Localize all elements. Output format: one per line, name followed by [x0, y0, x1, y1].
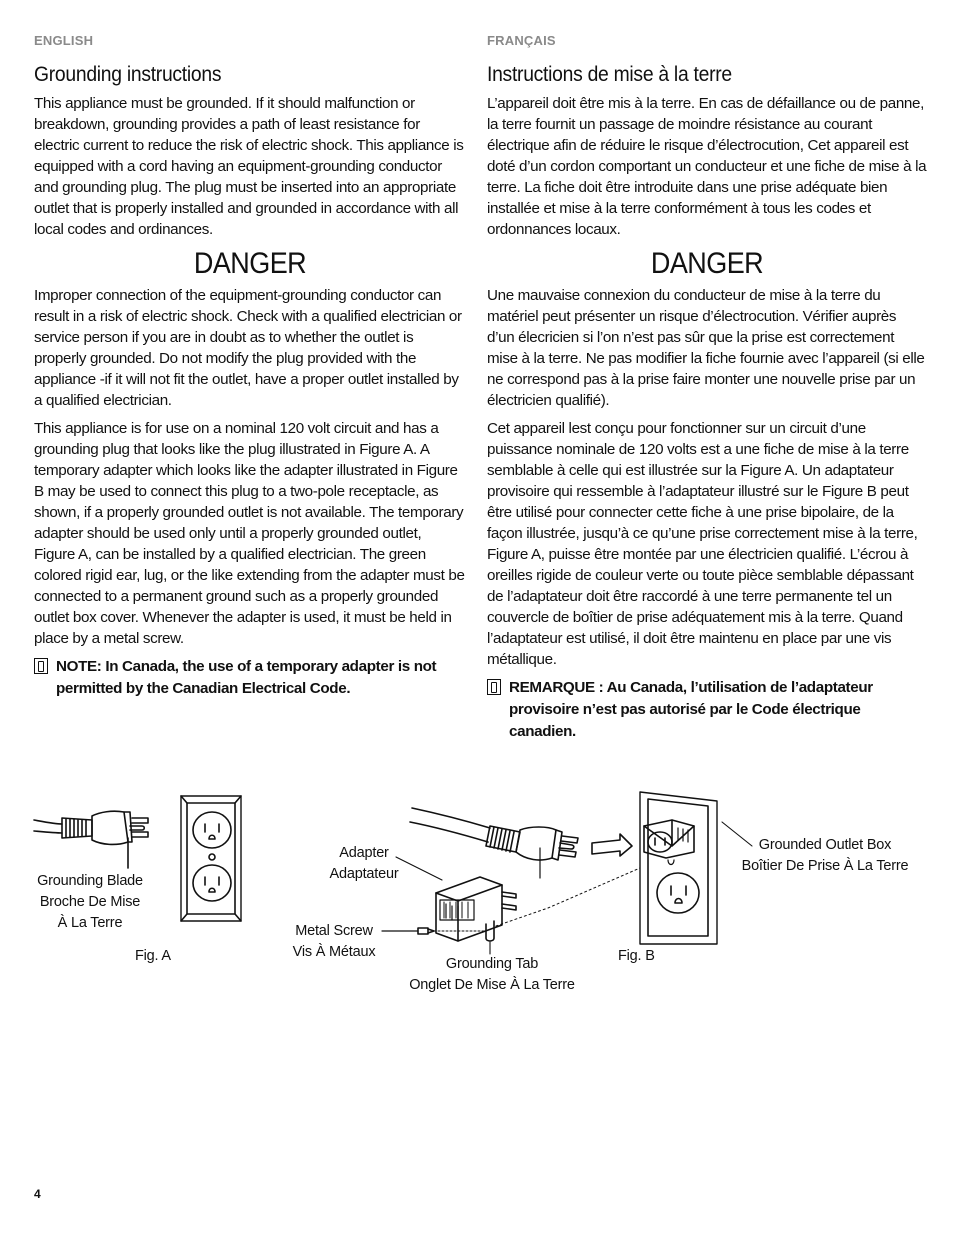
page-number: 4	[34, 1187, 41, 1201]
metal-screw-label: Metal Screw Vis À Métaux	[292, 923, 376, 960]
paragraph: Cet appareil lest conçu pour fonctionner sur un circuit d’une puissance nominale de 120 volts est a une fiche de mise à la terre semblable à celle qui est illustrée sur la Figure A. Un adaptateur provisoire qui ressemble à l’adaptateur illustré sur le Figure B peut être utilisé pour connecter cette fiche à une prise bipolaire, de la façon illustrée, jusqu’à ce qu’une prise correctement mise à la terre, Figure A, puisse être montée par une électricien qualifié. L’écrou à oreilles rigide de couleur verte ou toute pièce semblable dépassant de l’adaptateur doit être raccordé à une terre permanente tel un couvercle de boîtier de prise adéquatement mis à la terre. Quand l’adaptateur est utilisé, il doit être maintenu en place par une vis métallique.	[487, 420, 918, 668]
danger-heading: DANGER	[650, 247, 764, 280]
note-text: REMARQUE : Au Canada, l’utilisation de l’adaptateur provisoire n’est pas autorisé par le Code électrique canadien.	[509, 679, 873, 740]
outlet-plate-fig-a	[181, 796, 241, 921]
paragraph: This appliance is for use on a nominal 120 volt circuit and has a grounding plug that looks like the plug illustrated in Figure A. A temporary adapter which looks like the adapter illustrated in Figure B may be used to connect this plug to a two-pole receptacle, as shown, if a properly grounded outlet is not available. The temporary adapter should be used only until a properly grounded outlet, Figure A, can be installed by a qualified electrician. The green colored rigid ear, lug, or the like extending from the adapter must be connected to a permanent ground such as a properly grounded outlet box cover. Whenever the adapter is used, it must be held in place by a metal screw.	[34, 420, 465, 647]
plug-with-cord-fig-b	[410, 808, 578, 878]
note-text: NOTE: In Canada, the use of a temporary adapter is not permitted by the Canadian Electrical Code.	[56, 658, 437, 697]
adapter-label: Adapter Adaptateur	[329, 845, 399, 882]
section-heading: Instructions de mise à la terre	[487, 63, 732, 86]
metal-screw-fig-b	[382, 928, 486, 934]
paragraph: This appliance must be grounded. If it should malfunction or breakdown, grounding provides a path of least resistance for electric current to reduce the risk of electric shock. This appliance is equipped with a cord having an equipment-grounding conductor and grounding plug. The plug must be inserted into an appropriate outlet that is properly installed and grounded in accordance with all local codes and ordinances.	[34, 95, 464, 238]
paragraph: Une mauvaise connexion du conducteur de mise à la terre du matériel peut présenter un risque d’électrocution. Vérifier auprès d’un élecricien si l’on n’est pas sûr que la prise est correctement mise à la terre. Ne pas modifier la fiche fournie avec l’appareil (si elle ne correspond pas à la prise faire monter une nouvelle prise par un électricien qualifié).	[487, 287, 925, 409]
insertion-arrow	[592, 834, 632, 856]
grounded-outlet-box-label: Grounded Outlet Box Boîtier De Prise À La Terre	[741, 837, 909, 874]
language-label: FRANÇAIS	[487, 33, 556, 48]
fig-a-caption: Fig. A	[135, 948, 171, 964]
paragraph: L’appareil doit être mis à la terre. En cas de défaillance ou de panne, la terre fournit un passage de moindre résistance au courant électrique afin de réduire le risque d’électrocution, Cet appareil est doté d’un cordon comportant un conducteur et une fiche de mise à la terre. La fiche doit être introduite dans une prise adéquate bien installée et mise à la terre conformément à tous les codes et ordonnances locaux.	[487, 95, 927, 238]
fig-b-caption: Fig. B	[618, 948, 655, 964]
danger-heading: DANGER	[193, 247, 307, 280]
section-heading: Grounding instructions	[34, 63, 222, 86]
paragraph: Improper connection of the equipment-grounding conductor can result in a risk of electric shock. Check with a qualified electrician or service person if you are in doubt as to whether the outlet is properly grounded. Do not modify the plug provided with the appliance -if it will not fit the outlet, have a proper outlet installed by a qualified electrician.	[34, 287, 462, 409]
adapter-fig-b	[396, 857, 640, 954]
grounding-plug-fig-a	[34, 811, 148, 868]
grounding-blade-label: Grounding Blade Broche De Mise À La Terre	[37, 873, 143, 931]
language-label: ENGLISH	[34, 33, 94, 48]
grounding-tab-label: Grounding Tab Onglet De Mise À La Terre	[409, 956, 575, 993]
